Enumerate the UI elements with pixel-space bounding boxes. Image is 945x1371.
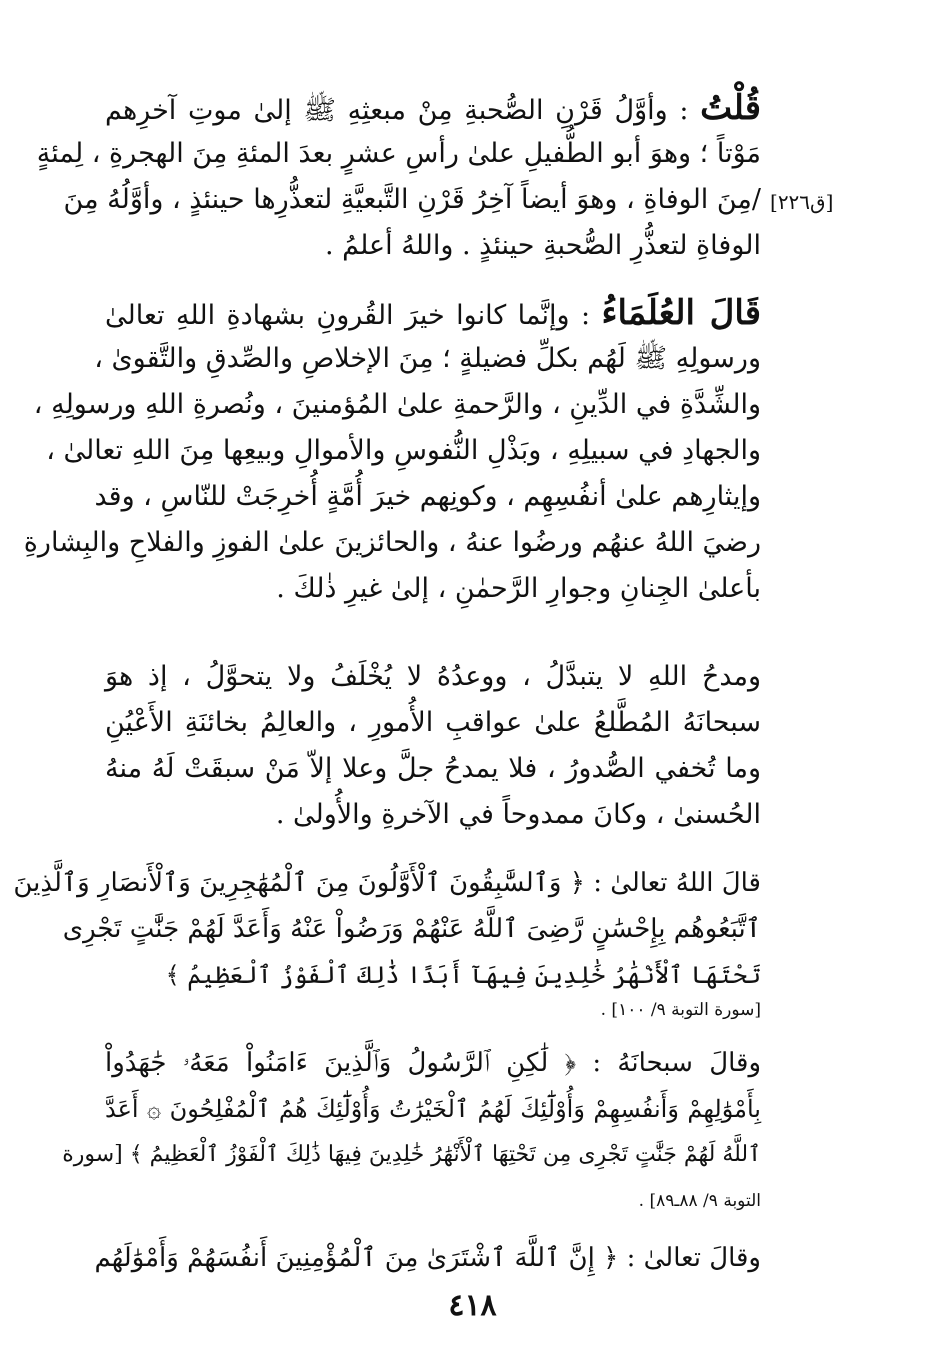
- page-number: ٤١٨: [448, 1288, 497, 1323]
- lead-word: قَالَ العُلَمَاءُ: [601, 293, 761, 333]
- text-line: ورسولِهِ ﷺ لَهُم بكلِّ فضيلةٍ ؛ مِنَ الإخلاصِ والصِّدقِ والتَّقوىٰ ،: [94, 343, 761, 374]
- text-line: والجهادِ في سبيلِهِ ، وبَذْلِ النُّفوسِ والأموالِ وبيعِها مِنَ اللهِ تعالىٰ ،: [46, 435, 761, 466]
- surah-reference: [سورة التوبة ٩/ ١٠٠] .: [600, 1000, 761, 1020]
- text-line: تَحْتَهَا ٱلْأَنْهَٰرُ خَٰلِدِينَ فِيهَآ أَبَدًا ذَٰلِكَ ٱلْفَوْزُ ٱلْعَظِيمُ ﴾: [165, 961, 761, 989]
- quran-quote-tawbah-88-89: [62, 1040, 761, 1224]
- quran-quote-start: [94, 1235, 761, 1281]
- text-line: قَالَ العُلَمَاءُ : وإنَّما كانوا خيرَ القُرونِ بشهادةِ اللهِ تعالىٰ: [105, 293, 761, 333]
- text-line: رضيَ اللهُ عنهُم ورضُوا عنهُ ، والحائزينَ علىٰ الفوزِ والفلاحِ والبِشارةِ: [23, 527, 761, 558]
- paragraph-ulama: [23, 290, 761, 612]
- text-line: ومدحُ اللهِ لا يتبدَّلُ ، ووعدُهُ لا يُخْلَفُ ولا يتحوَّلُ ، إذ هوَ: [105, 661, 761, 692]
- text-line: وإيثارِهم علىٰ أنفُسِهِم ، وكونِهم خيرَ أُمَّةٍ أُخرِجَتْ للنّاسِ ، وقد: [94, 481, 761, 512]
- paragraph-madh: [105, 654, 761, 838]
- paragraph-qultu: [36, 85, 761, 269]
- quran-quote-tawbah-100: [13, 860, 761, 1022]
- text-line: الحُسنىٰ ، وكانَ ممدوحاً في الآخرةِ والأُولىٰ .: [275, 799, 761, 830]
- text-line: /مِنَ الوفاةِ ، وهوَ أيضاً آخِرُ قَرْنِ التَّبعيَّةِ لتعذُّرِها حينئذٍ ، وأوَّلُهُ مِنَ: [63, 184, 761, 215]
- text-line: وقالَ تعالىٰ : ﴿ إِنَّ ٱللَّهَ ٱشْتَرَىٰ مِنَ ٱلْمُؤْمِنِينَ أَنفُسَهُمْ وَأَمْوَٰلَهُم: [94, 1243, 761, 1273]
- text-line: والشِّدَّةِ في الدِّينِ ، والرَّحمةِ علىٰ المُؤمنينَ ، ونُصرةِ اللهِ ورسولِهِ ،: [33, 389, 761, 420]
- text-line: مَوْتاً ؛ وهوَ أبو الطُّفيلِ علىٰ رأسِ عشرٍ بعدَ المئةِ مِنَ الهجرةِ ، لِمئةٍ: [36, 138, 761, 169]
- surah-reference: التوبة ٩/ ٨٨ـ٨٩] .: [638, 1191, 761, 1211]
- text-line: قُلْتُ : وأوَّلُ قَرْنِ الصُّحبةِ مِنْ مبعثِهِ ﷺ إلىٰ موتِ آخرِهم: [105, 88, 761, 128]
- text-line: بأعلىٰ الجِنانِ وجوارِ الرَّحمٰنِ ، إلىٰ غيرِ ذٰلكَ .: [276, 573, 761, 604]
- text-line: سبحانَهُ المُطَّلعُ علىٰ عواقبِ الأُمورِ ، والعالِمُ بخائنَةِ الأَعْيُنِ: [105, 707, 761, 738]
- text-line: الوفاةِ لتعذُّرِ الصُّحبةِ حينئذٍ . واللهُ أعلمُ .: [324, 230, 761, 261]
- text-line: ٱللَّهُ لَهُمْ جَنَّٰتٍ تَجْرِى مِن تَحْتِهَا ٱلْأَنْهَٰرُ خَٰلِدِينَ فِيهَا ذَٰلِكَ ٱلْفَوْزُ ٱلْعَظِيمُ ﴾ [سورة: [62, 1142, 761, 1167]
- text-line: بِأَمْوَٰلِهِمْ وَأَنفُسِهِمْ وَأُوْلَٰٓئِكَ لَهُمُ ٱلْخَيْرَٰتُ وَأُوْلَٰٓئِكَ هُمُ ٱلْمُفْلِحُونَ ۞ أَعَدَّ: [105, 1095, 761, 1123]
- text-line: وما تُخفي الصُّدورُ ، فلا يمدحُ جلَّ وعلا إلاّ مَنْ سبقَتْ لَهُ منهُ: [105, 753, 761, 784]
- text-line: قالَ اللهُ تعالىٰ : ﴿ وَٱلسَّٰبِقُونَ ٱلْأَوَّلُونَ مِنَ ٱلْمُهَٰجِرِينَ وَٱلْأَنصَارِ وَٱلَّذِينَ: [13, 868, 761, 898]
- lead-word: قُلْتُ: [700, 88, 761, 128]
- text-line: ٱتَّبَعُوهُم بِإِحْسَٰنٍ رَّضِىَ ٱللَّهُ عَنْهُمْ وَرَضُواْ عَنْهُ وَأَعَدَّ لَهُمْ جَنَّٰتٍ تَجْرِى: [62, 914, 761, 944]
- text-line: وقالَ سبحانَهُ : ﴿ لَٰكِنِ ٱلرَّسُولُ وَٱلَّذِينَ ءَامَنُواْ مَعَهُۥ جَٰهَدُواْ: [105, 1048, 761, 1078]
- margin-folio-reference: [ق٢٢٦]: [770, 190, 834, 214]
